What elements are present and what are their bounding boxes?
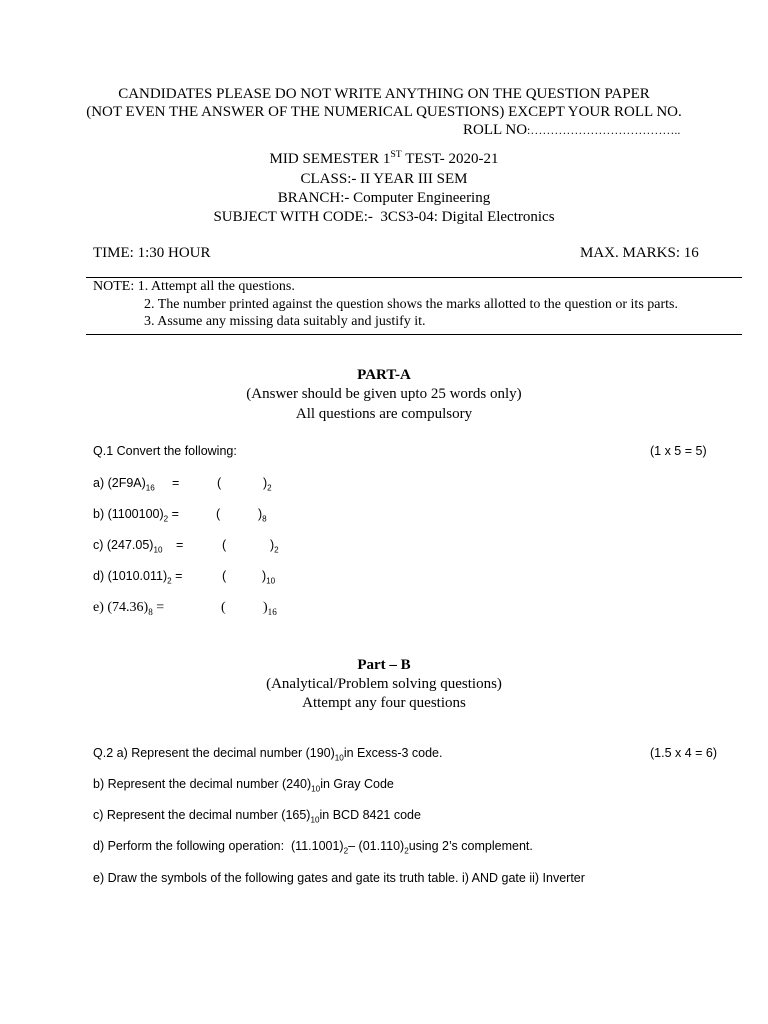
q2-b xyxy=(93,777,394,794)
q2-d-sub1: 2 xyxy=(343,846,349,856)
part-b-subtitle: (Analytical/Problem solving questions) xyxy=(266,676,502,692)
part-a-subtitle: (Answer should be given upto 25 words only) xyxy=(246,386,522,402)
q1-d-open: ( xyxy=(222,569,227,583)
note-label: NOTE: xyxy=(93,279,138,294)
q1-b-close-paren: ) xyxy=(258,507,263,521)
q1-a-from-base: 16 xyxy=(145,483,155,493)
exam-title-prefix: MID SEMESTER 1 xyxy=(269,151,391,167)
q1-a-eq: = xyxy=(172,476,180,490)
q1-d-close-paren: ) xyxy=(262,569,267,583)
q2-b-sub: 10 xyxy=(311,784,321,794)
q1-e-to-base: 16 xyxy=(267,606,277,617)
q1-c-eq: = xyxy=(176,538,184,552)
q2-b-post: in Gray Code xyxy=(320,777,394,791)
q2-c-sub: 10 xyxy=(310,815,320,825)
roll-no-dots: :……………………………….. xyxy=(527,123,681,137)
q1-e-open: ( xyxy=(221,600,226,615)
part-a-title: PART-A xyxy=(357,367,411,383)
exam-max-marks: MAX. MARKS: 16 xyxy=(580,245,699,261)
part-b-instruction: Attempt any four questions xyxy=(302,695,466,711)
q2-c xyxy=(93,808,421,825)
q1-d-eq: = xyxy=(175,569,183,583)
q1-b-close xyxy=(258,507,267,524)
q1-d-close xyxy=(262,569,276,586)
exam-subject: SUBJECT WITH CODE:- 3CS3-04: Digital Electronics xyxy=(213,209,555,225)
q2-marks: (1.5 x 4 = 6) xyxy=(650,746,718,760)
q1-c-open: ( xyxy=(222,538,227,552)
q1-a-open: ( xyxy=(217,476,222,490)
q1-c-to-base: 2 xyxy=(274,545,279,555)
q1-c-from-base: 10 xyxy=(153,545,163,555)
part-b-title: Part – B xyxy=(357,657,411,673)
roll-no-label: ROLL NO xyxy=(463,122,528,138)
q1-c-close-paren: ) xyxy=(270,538,275,552)
note-item-1: 1. Attempt all the questions. xyxy=(137,279,295,294)
q1-a-close-paren: ) xyxy=(263,476,268,490)
q1-text: Q.1 Convert the following: xyxy=(93,444,237,458)
warning-line-2: (NOT EVEN THE ANSWER OF THE NUMERICAL QUESTIONS) EXCEPT YOUR ROLL NO. xyxy=(86,104,682,120)
q1-e-close xyxy=(263,600,277,616)
q1-item-a xyxy=(93,476,155,493)
q1-b-to-base: 8 xyxy=(262,514,267,524)
q1-e-value: e) (74.36) xyxy=(93,600,149,615)
note-item-3: 3. Assume any missing data suitably and justify it. xyxy=(144,314,426,329)
q1-a-value: a) (2F9A) xyxy=(93,476,146,490)
q2-d xyxy=(93,839,533,856)
q1-item-e xyxy=(93,600,164,616)
part-a-instruction: All questions are compulsory xyxy=(295,406,473,422)
q2-d-sub2: 2 xyxy=(404,846,409,856)
q1-a-to-base: 2 xyxy=(267,483,272,493)
q1-item-b xyxy=(93,507,179,524)
exam-branch: BRANCH:- Computer Engineering xyxy=(277,190,491,206)
q1-item-c xyxy=(93,538,163,555)
exam-time: TIME: 1:30 HOUR xyxy=(93,245,211,261)
q2-c-post: in BCD 8421 code xyxy=(319,808,421,822)
q2-a xyxy=(93,746,443,763)
exam-title-sup: ST xyxy=(390,149,402,160)
q1-e-eq: = xyxy=(156,600,165,615)
q1-marks: (1 x 5 = 5) xyxy=(650,444,707,458)
note-bottom-rule xyxy=(86,334,742,335)
q1-d-value: d) (1010.011) xyxy=(93,569,168,583)
exam-title-suffix: TEST- 2020-21 xyxy=(401,151,499,167)
q1-e-from-base: 8 xyxy=(148,606,153,617)
exam-title xyxy=(0,151,768,168)
q1-d-to-base: 10 xyxy=(266,576,276,586)
q2-d-pre: d) Perform the following operation: (11.1001) xyxy=(93,839,344,853)
q2-e: e) Draw the symbols of the following gates and gate its truth table. i) AND gate ii) Inverter xyxy=(93,871,585,885)
note-item-2: 2. The number printed against the question shows the marks allotted to the question or its parts. xyxy=(144,297,678,312)
roll-no-field xyxy=(463,122,680,139)
q1-b-eq: = xyxy=(171,507,179,521)
q1-item-d xyxy=(93,569,183,586)
q2-c-pre: c) Represent the decimal number (165) xyxy=(93,808,311,822)
q2-a-sub: 10 xyxy=(334,753,344,763)
q2-b-pre: b) Represent the decimal number (240) xyxy=(93,777,312,791)
q1-e-close-paren: ) xyxy=(263,600,268,615)
q2-a-post: in Excess-3 code. xyxy=(343,746,443,760)
q1-b-open: ( xyxy=(216,507,221,521)
q1-c-close xyxy=(270,538,279,555)
q2-d-mid: – (01.110) xyxy=(348,839,405,853)
exam-class: CLASS:- II YEAR III SEM xyxy=(300,171,468,187)
note-label-line xyxy=(93,279,295,295)
q1-c-value: c) (247.05) xyxy=(93,538,154,552)
q1-a-close xyxy=(263,476,272,493)
q1-b-value: b) (1100100) xyxy=(93,507,164,521)
q1-d-from-base: 2 xyxy=(167,576,172,586)
warning-line-1: CANDIDATES PLEASE DO NOT WRITE ANYTHING ON THE QUESTION PAPER xyxy=(118,86,650,102)
q2-d-post: using 2’s complement. xyxy=(408,839,533,853)
note-top-rule xyxy=(86,277,742,278)
q2-a-pre: Q.2 a) Represent the decimal number (190) xyxy=(93,746,335,760)
q1-b-from-base: 2 xyxy=(163,514,169,524)
